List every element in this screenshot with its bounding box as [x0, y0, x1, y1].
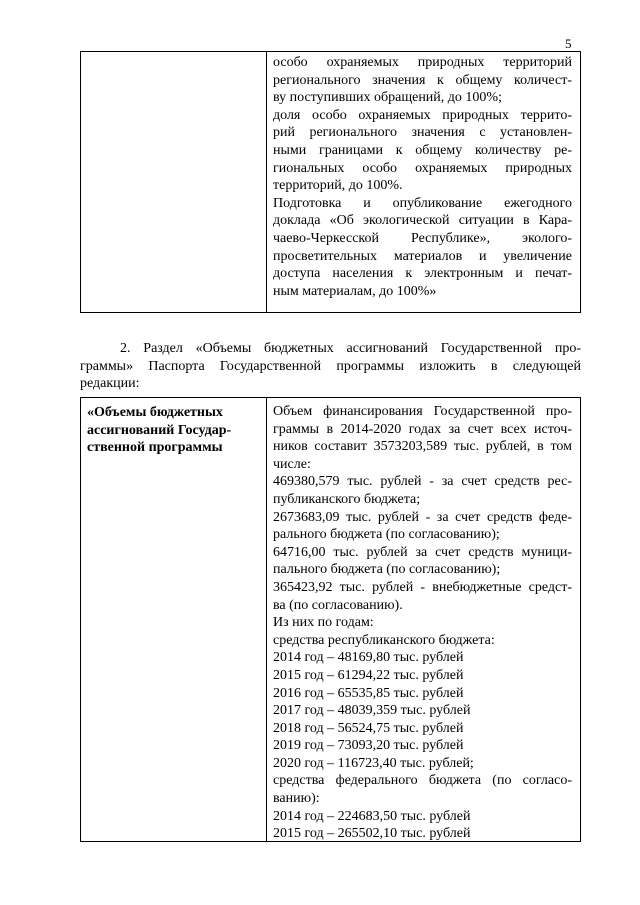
text-line: средства федерального бюджета (по согласо- [273, 773, 572, 789]
text-line: ванию): [273, 791, 320, 807]
text-line: гиональных особо охраняемых природных [273, 160, 572, 176]
text-line: доля особо охраняемых природных террито- [273, 107, 572, 123]
text-line: просветительных материалов и увеличение [273, 248, 572, 264]
text-line: ным материалам, до 100%» [273, 283, 437, 299]
text-line: 64716,00 тыс. рублей за счет средств муници- [273, 544, 572, 560]
text-line: ва (по согласованию). [273, 597, 403, 613]
text-line: граммы» Паспорта Государственной программы изложить в следующей [80, 358, 581, 374]
text-line: 469380,579 тыс. рублей - за счет средств рес- [273, 474, 572, 490]
table-continuation [80, 51, 581, 313]
budget-content-cell [268, 398, 580, 841]
year-amount-line: 2014 год – 48169,80 тыс. рублей [273, 650, 464, 666]
text-line: ву поступивших обращений, до 100%; [273, 90, 502, 106]
budget-table [80, 397, 581, 842]
year-amount-line: 2015 год – 265502,10 тыс. рублей [273, 826, 471, 842]
text-line: Объем финансирования Государственной про- [273, 404, 572, 419]
text-line: 365423,92 тыс. рублей - внебюджетные средст- [273, 579, 572, 595]
text-line: Из них по годам: [273, 615, 374, 631]
text-line: граммы в 2014-2020 годах за счет всех источ- [273, 421, 572, 437]
text-line: чаево-Черкесской Республике», эколого- [273, 230, 572, 246]
budget-label-cell [81, 398, 267, 841]
year-amount-line: 2019 год – 73093,20 тыс. рублей [273, 738, 464, 754]
budget-label-line: ассигнований Государ- [87, 422, 232, 438]
text-line: ников составит 3573203,589 тыс. рублей, в том [273, 439, 572, 455]
text-line: территорий, до 100%. [273, 178, 403, 194]
text-line: рального бюджета (по согласованию); [273, 527, 500, 543]
year-amount-line: 2014 год – 224683,50 тыс. рублей [273, 808, 471, 824]
year-amount-line: 2017 год – 48039,359 тыс. рублей [273, 703, 471, 719]
text-line: доступа населения к электронным и печат- [273, 266, 572, 282]
text-line: средства республиканского бюджета: [273, 632, 495, 648]
table-cell-indicators [268, 52, 580, 312]
amendment-paragraph [80, 340, 581, 393]
budget-label-line: «Объемы бюджетных [87, 405, 223, 420]
text-line: редакции: [80, 376, 140, 392]
text-line: доклада «Об экологической ситуации в Кара- [273, 213, 572, 229]
text-line: ными границами к общему количеству ре- [273, 142, 572, 158]
text-line: 2673683,09 тыс. рублей - за счет средств феде- [273, 509, 572, 525]
text-line: регионального значения к общему количест- [273, 72, 572, 88]
year-amount-line: 2020 год – 116723,40 тыс. рублей; [273, 755, 474, 771]
budget-label-line: ственной программы [87, 440, 223, 456]
year-amount-line: 2016 год – 65535,85 тыс. рублей [273, 685, 464, 701]
text-line: 2. Раздел «Объемы бюджетных ассигнований Государственной про- [120, 341, 581, 356]
year-amount-line: 2015 год – 61294,22 тыс. рублей [273, 667, 464, 683]
text-line: числе: [273, 456, 311, 472]
text-line: Подготовка и опубликование ежегодного [273, 195, 572, 211]
text-line: особо охраняемых природных территорий [273, 55, 572, 70]
text-line: публиканского бюджета; [273, 491, 421, 507]
text-line: пального бюджета (по согласованию); [273, 562, 501, 578]
year-amount-line: 2018 год – 56524,75 тыс. рублей [273, 720, 464, 736]
page-number: 5 [565, 36, 572, 51]
table-cell-empty [81, 52, 267, 312]
text-line: рий регионального значения с установлен- [273, 125, 572, 141]
